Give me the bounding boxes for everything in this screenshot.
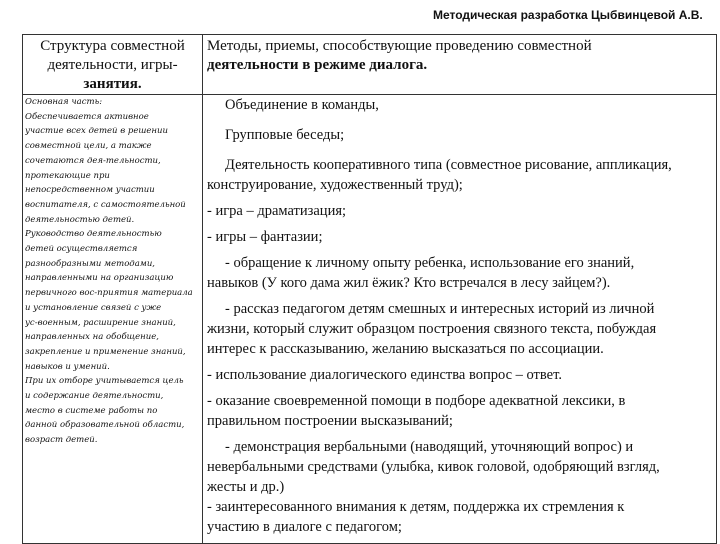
left-body-line: участие всех детей в решении — [25, 126, 168, 137]
left-body-line: направленными на организацию — [25, 273, 174, 284]
left-body-line: Основная часть: — [25, 97, 103, 107]
method-item: Деятельность кооперативного типа (совместное рисование, аппликация, — [225, 157, 672, 173]
left-header-line: занятия. — [83, 76, 142, 92]
left-body-line: разнообразными методами, — [25, 258, 155, 269]
method-item: - заинтересованного внимания к детям, поддержка их стремления к — [207, 499, 625, 515]
left-header-cell — [23, 35, 203, 95]
methods-table — [22, 34, 717, 544]
method-item: - использование диалогического единства вопрос – ответ. — [207, 367, 562, 383]
method-item: интерес к рассказыванию, желанию высказаться по ассоциации. — [207, 341, 604, 357]
left-body-line: Обеспечивается активное — [25, 111, 149, 122]
left-body-line: направленных на обобщение, — [25, 332, 159, 343]
table-header-row — [23, 35, 717, 95]
table-body-row — [23, 95, 717, 544]
left-body-line: Руководство деятельностью — [25, 229, 162, 240]
right-header-line: Методы, приемы, способствующие проведению совместной — [207, 38, 592, 54]
left-body-line: детей осуществляется — [25, 244, 138, 255]
right-body-cell — [203, 95, 717, 544]
method-item: - обращение к личному опыту ребенка, использование его знаний, — [225, 255, 635, 271]
left-header-line: Структура совместной — [40, 38, 185, 54]
right-header-line: деятельности в режиме диалога. — [207, 57, 428, 73]
method-item: правильном построении высказываний; — [207, 413, 453, 429]
left-body-line: первичного вос-приятия материала — [25, 288, 193, 299]
right-header-cell — [203, 35, 717, 95]
left-body-line: непосредственном участии — [25, 185, 155, 196]
document-header: Методическая разработка Цыбвинцевой А.В. — [433, 8, 703, 22]
method-item: - рассказ педагогом детям смешных и интересных историй из личной — [225, 301, 655, 317]
method-item: - оказание своевременной помощи в подборе адекватной лексики, в — [207, 393, 626, 409]
left-body-line: место в системе работы по — [25, 405, 158, 416]
left-body-line: и установление связей с уже — [25, 302, 162, 313]
left-body-line: ус-военным, расширение знаний, — [25, 317, 176, 328]
left-body-line: и содержание деятельности, — [25, 391, 164, 402]
left-body-line: совместной цели, а также — [25, 141, 152, 152]
method-item: Объединение в команды, — [225, 97, 379, 113]
method-item: конструирование, художественный труд); — [207, 177, 463, 193]
left-body-line: возраст детей. — [25, 435, 98, 446]
left-body-line: навыков и умений. — [25, 361, 110, 372]
method-item: жесты и др.) — [207, 479, 285, 495]
method-item: навыков (У кого дама жил ёжик? Кто встречался в лесу зайцем?). — [207, 275, 611, 291]
method-item: жизни, который служит образцом построения связного текста, побуждая — [207, 321, 657, 337]
left-body-line: При их отборе учитывается цель — [25, 376, 184, 387]
left-body-line: воспитателя, с самостоятельной — [25, 199, 186, 210]
left-body-cell — [23, 95, 203, 544]
method-item: - игра – драматизация; — [207, 203, 347, 219]
left-body-line: закрепление и применение знаний, — [25, 346, 186, 357]
left-body-line: сочетаются дея-тельности, — [25, 155, 161, 166]
method-item: участию в диалоге с педагогом; — [207, 519, 402, 535]
method-item: - демонстрация вербальными (наводящий, уточняющий вопрос) и — [225, 439, 634, 455]
left-body-line: протекающие при — [25, 170, 110, 181]
left-body-line: деятельностью детей. — [25, 214, 135, 225]
left-body-line: данной образовательной области, — [25, 420, 185, 431]
method-item: невербальными средствами (улыбка, кивок головой, одобряющий взгляд, — [207, 459, 660, 475]
left-header-line: деятельности, игры- — [47, 57, 178, 73]
method-item: - игры – фантазии; — [207, 229, 323, 245]
method-item: Групповые беседы; — [225, 127, 345, 143]
